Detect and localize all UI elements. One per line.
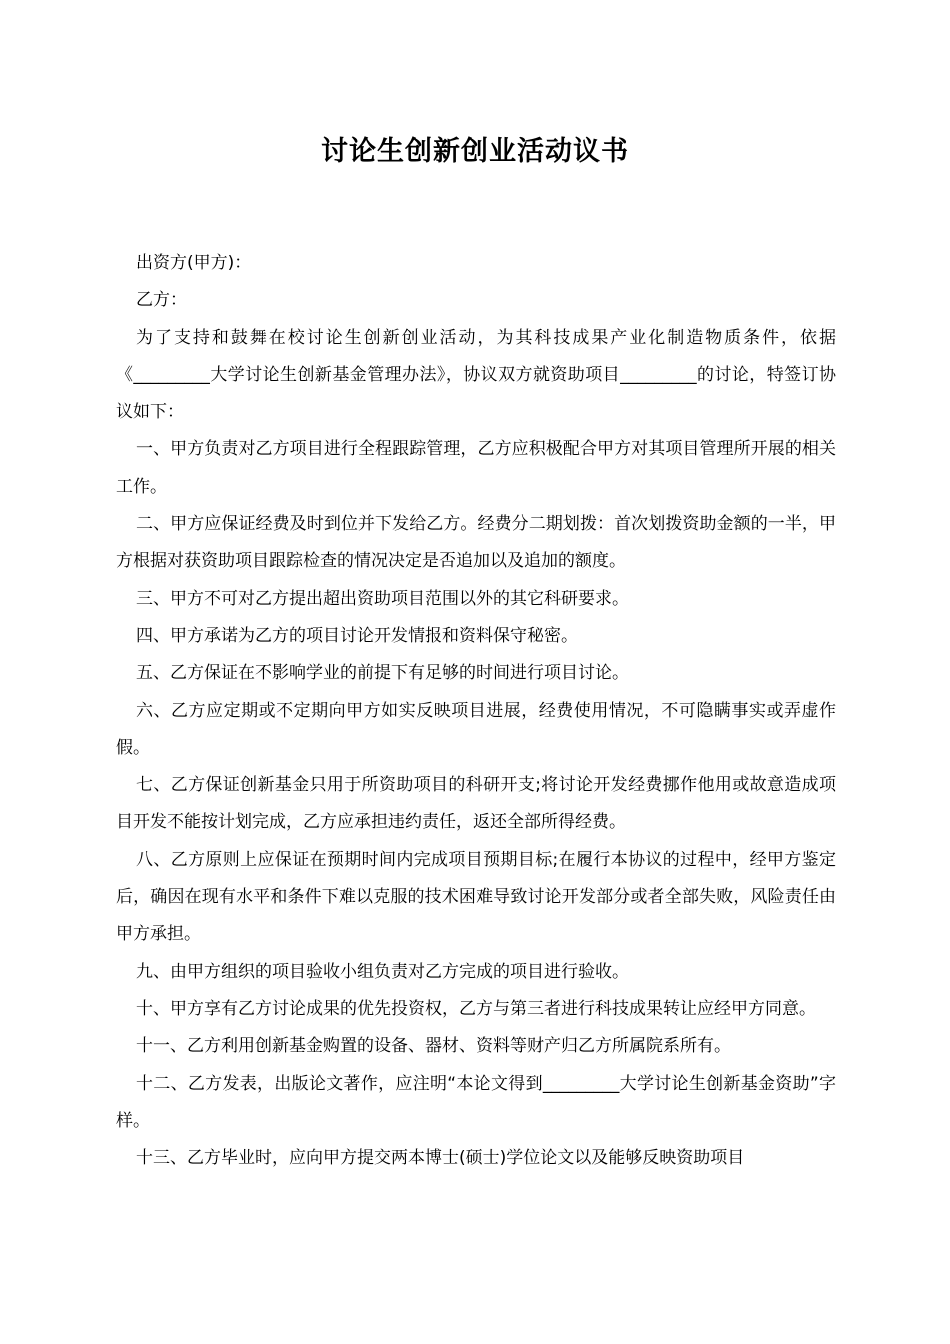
clause-6: 六、乙方应定期或不定期向甲方如实反映项目进展，经费使用情况，不可隐瞒事实或弄虚作假。 xyxy=(116,700,836,758)
document-body xyxy=(116,245,836,1177)
party-b-line: 乙方： xyxy=(136,290,187,311)
clause-10: 十、甲方享有乙方讨论成果的优先投资权，乙方与第三者进行科技成果转让应经甲方同意。 xyxy=(136,998,816,1019)
document-title: 讨论生创新创业活动议书 xyxy=(321,136,629,167)
clause-3: 三、甲方不可对乙方提出超出资助项目范围以外的其它科研要求。 xyxy=(136,588,629,609)
preamble-paragraph: 为了支持和鼓舞在校讨论生创新创业活动，为其科技成果产业化制造物质条件，依据《_________大学讨论生创新基金管理办法》，协议双方就资助项目_________的讨论，特签订协议如下： xyxy=(116,327,836,423)
clause-2: 二、甲方应保证经费及时到位并下发给乙方。经费分二期划拨：首次划拨资助金额的一半，甲方根据对获资助项目跟踪检查的情况决定是否追加以及追加的额度。 xyxy=(116,514,836,572)
clause-7: 七、乙方保证创新基金只用于所资助项目的科研开支;将讨论开发经费挪作他用或故意造成项目开发不能按计划完成，乙方应承担违约责任，返还全部所得经费。 xyxy=(116,775,836,833)
clause-12: 十二、乙方发表，出版论文著作，应注明“本论文得到_________大学讨论生创新基金资助”字样。 xyxy=(116,1073,836,1131)
clause-1: 一、甲方负责对乙方项目进行全程跟踪管理，乙方应积极配合甲方对其项目管理所开展的相关工作。 xyxy=(116,439,836,497)
clause-13: 十三、乙方毕业时，应向甲方提交两本博士(硕士)学位论文以及能够反映资助项目 xyxy=(136,1148,745,1169)
party-a-line: 出资方(甲方)： xyxy=(136,253,252,273)
clause-8: 八、乙方原则上应保证在预期时间内完成项目预期目标;在履行本协议的过程中，经甲方鉴定后，确因在现有水平和条件下难以克服的技术困难导致讨论开发部分或者全部失败，风险责任由甲方承担。 xyxy=(116,849,836,945)
clause-4: 四、甲方承诺为乙方的项目讨论开发情报和资料保守秘密。 xyxy=(136,625,578,646)
clause-9: 九、由甲方组织的项目验收小组负责对乙方完成的项目进行验收。 xyxy=(136,961,629,982)
clause-11: 十一、乙方利用创新基金购置的设备、器材、资料等财产归乙方所属院系所有。 xyxy=(136,1036,731,1057)
clause-5: 五、乙方保证在不影响学业的前提下有足够的时间进行项目讨论。 xyxy=(136,663,629,684)
